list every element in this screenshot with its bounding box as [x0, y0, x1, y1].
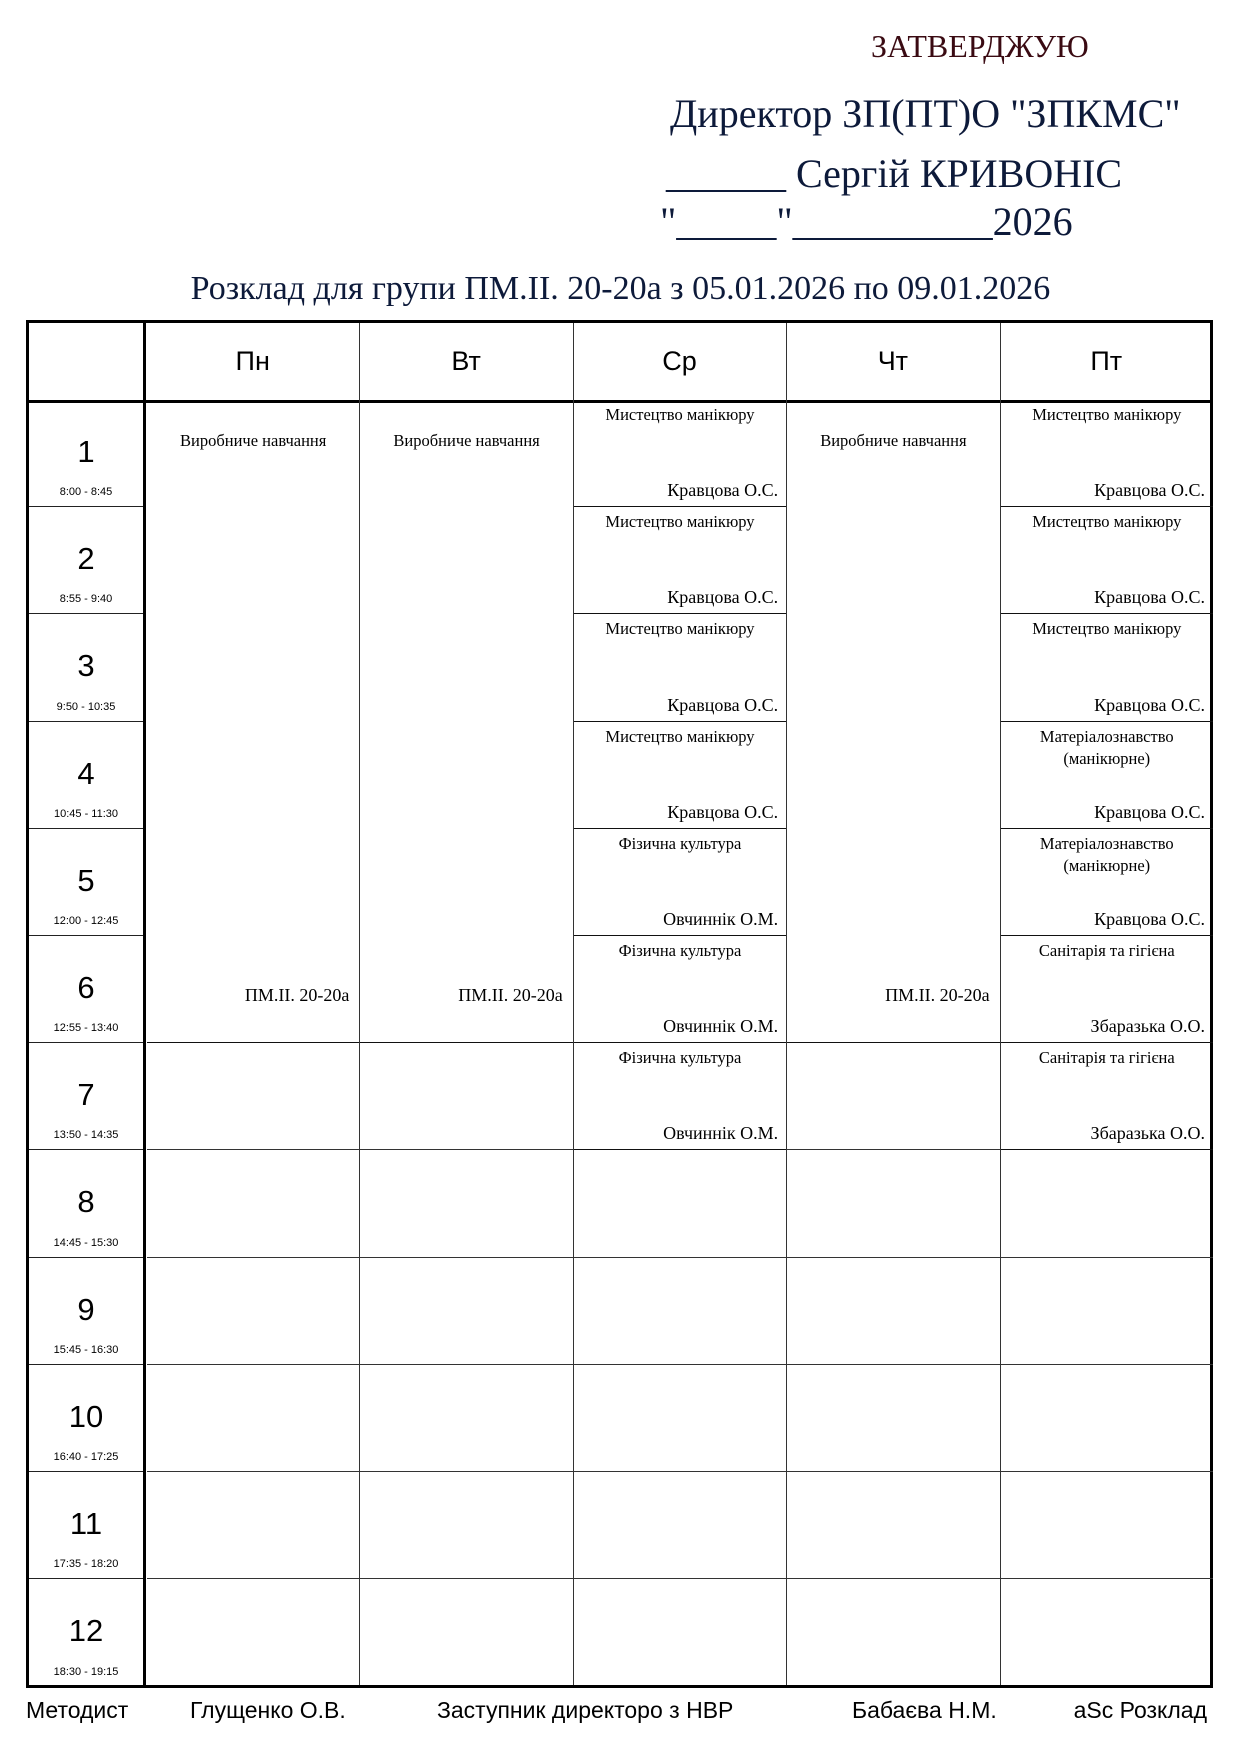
empty-slot[interactable]	[360, 1579, 572, 1686]
lesson-subject: Санітарія та гігієна	[1038, 941, 1175, 960]
methodist-name: Глущенко О.В.	[190, 1697, 346, 1723]
period-row-label	[29, 1150, 143, 1257]
period-time: 14:45 - 15:30	[53, 1236, 119, 1249]
lesson-cell[interactable]	[574, 614, 786, 721]
period-time: 17:35 - 18:20	[53, 1558, 119, 1571]
empty-slot[interactable]	[147, 1258, 359, 1365]
empty-slot[interactable]	[787, 1579, 999, 1686]
empty-slot[interactable]	[147, 1150, 359, 1257]
lesson-teacher: Овчиннік О.М.	[663, 908, 779, 929]
period-number: 12	[68, 1613, 104, 1649]
period-number: 8	[77, 1184, 95, 1220]
schedule-title: Розклад для групи ПМ.ІІ. 20-20а з 05.01.2026 по 09.01.2026	[190, 270, 1051, 307]
period-number: 5	[77, 862, 95, 898]
empty-slot[interactable]	[1001, 1365, 1213, 1472]
period-row-label	[29, 507, 143, 614]
day-header: Пт	[1090, 346, 1123, 376]
lesson-cell[interactable]	[1001, 1043, 1213, 1150]
lesson-teacher: Кравцова О.С.	[1094, 694, 1205, 715]
period-time: 16:40 - 17:25	[53, 1450, 119, 1463]
period-row-label	[29, 1365, 143, 1472]
period-time: 15:45 - 16:30	[53, 1343, 119, 1356]
empty-slot[interactable]	[360, 1043, 572, 1150]
period-time: 8:55 - 9:40	[59, 593, 113, 606]
lesson-subject: Мистецтво манікюру	[1032, 619, 1182, 639]
day-header: Вт	[451, 346, 481, 376]
empty-slot[interactable]	[1001, 1579, 1213, 1686]
lesson-subject: Мистецтво манікюру	[1032, 405, 1182, 424]
period-number: 11	[69, 1506, 103, 1541]
period-number: 1	[77, 434, 95, 469]
lesson-cell[interactable]	[147, 400, 359, 1043]
empty-slot[interactable]	[147, 1472, 359, 1579]
period-row-label	[29, 1258, 143, 1365]
lesson-subject: Фізична культура	[618, 1048, 742, 1068]
lesson-cell[interactable]	[574, 400, 786, 507]
lesson-subject: Фізична культура	[618, 941, 742, 960]
lesson-teacher: Кравцова О.С.	[1094, 908, 1205, 929]
empty-slot[interactable]	[360, 1472, 572, 1579]
lesson-teacher: Кравцова О.С.	[667, 587, 779, 608]
lesson-group: ПМ.ІІ. 20-20а	[458, 985, 563, 1006]
lesson-subject: Мистецтво манікюру	[605, 512, 755, 532]
timetable-header-row	[29, 323, 1210, 403]
header-corner-cell	[29, 323, 146, 400]
lesson-teacher: Овчиннік О.М.	[663, 1123, 779, 1144]
timetable-grid	[26, 320, 1213, 1688]
empty-slot[interactable]	[787, 1043, 999, 1150]
lesson-teacher: Кравцова О.С.	[1094, 801, 1205, 822]
period-column	[29, 400, 146, 1685]
period-number: 10	[68, 1398, 104, 1434]
empty-slot[interactable]	[1001, 1472, 1213, 1579]
empty-slot[interactable]	[787, 1472, 999, 1579]
deputy-director-name: Бабаєва Н.М.	[852, 1697, 997, 1723]
lesson-teacher: Кравцова О.С.	[667, 694, 779, 715]
lesson-subject: Мистецтво манікюру	[605, 726, 755, 746]
period-time: 12:55 - 13:40	[53, 1022, 119, 1035]
period-row-label	[29, 722, 143, 829]
lesson-teacher: Збаразька О.О.	[1090, 1123, 1205, 1144]
period-time: 13:50 - 14:35	[53, 1129, 119, 1142]
day-header: Ср	[662, 346, 697, 376]
period-number: 4	[77, 755, 95, 791]
approval-date-line: "_____"__________2026	[660, 199, 1073, 244]
lesson-subject: Виробниче навчання	[820, 431, 967, 450]
period-time: 9:50 - 10:35	[56, 700, 116, 713]
lesson-cell[interactable]	[1001, 936, 1213, 1043]
period-row-label	[29, 1472, 143, 1579]
lesson-cell[interactable]	[574, 722, 786, 829]
lesson-teacher: Овчиннік О.М.	[663, 1016, 779, 1037]
lesson-cell[interactable]	[1001, 722, 1213, 829]
methodist-label: Методист	[26, 1697, 129, 1723]
period-time: 12:00 - 12:45	[53, 914, 119, 927]
empty-slot[interactable]	[1001, 1150, 1213, 1257]
empty-slot[interactable]	[574, 1472, 786, 1579]
lesson-group: ПМ.ІІ. 20-20а	[885, 985, 990, 1006]
lesson-subject: Фізична культура	[618, 833, 742, 853]
empty-slot[interactable]	[1001, 1258, 1213, 1365]
empty-slot[interactable]	[787, 1150, 999, 1257]
empty-slot[interactable]	[147, 1579, 359, 1686]
lesson-subject: Мистецтво манікюру	[605, 619, 755, 639]
empty-slot[interactable]	[360, 1365, 572, 1472]
empty-slot[interactable]	[147, 1043, 359, 1150]
period-number: 2	[77, 541, 95, 577]
period-number: 9	[77, 1291, 95, 1327]
deputy-director-label: Заступник директоро з НВР	[437, 1697, 734, 1723]
empty-slot[interactable]	[360, 1150, 572, 1257]
empty-slot[interactable]	[147, 1365, 359, 1472]
lesson-cell[interactable]	[787, 400, 999, 1043]
lesson-cell[interactable]	[574, 507, 786, 614]
lesson-cell[interactable]	[574, 936, 786, 1043]
lesson-teacher: Збаразька О.О.	[1090, 1016, 1205, 1037]
director-position: Директор ЗП(ПТ)О "ЗПКМС"	[670, 91, 1181, 136]
lesson-subject: Матеріалознавство (манікюрне)	[1039, 833, 1174, 875]
software-credit: aSc Розклад	[1073, 1697, 1207, 1723]
empty-slot[interactable]	[360, 1258, 572, 1365]
period-number: 6	[77, 970, 95, 1005]
period-time: 8:00 - 8:45	[59, 486, 113, 499]
lesson-subject: Мистецтво манікюру	[1032, 512, 1182, 532]
empty-slot[interactable]	[574, 1258, 786, 1365]
period-row-label	[29, 1579, 143, 1686]
period-number: 3	[77, 648, 95, 684]
director-signature-line: ______ Сергій КРИВОНІС	[666, 151, 1123, 196]
lesson-subject: Санітарія та гігієна	[1038, 1048, 1175, 1068]
lesson-cell[interactable]	[1001, 400, 1213, 507]
period-time: 10:45 - 11:30	[53, 807, 118, 820]
lesson-cell[interactable]	[1001, 614, 1213, 721]
lesson-cell[interactable]	[1001, 829, 1213, 936]
empty-slot[interactable]	[574, 1150, 786, 1257]
period-row-label	[29, 614, 143, 721]
lesson-cell[interactable]	[1001, 507, 1213, 614]
approval-stamp: ЗАТВЕРДЖУЮ	[871, 28, 1089, 64]
lesson-cell[interactable]	[574, 1043, 786, 1150]
lesson-subject: Матеріалознавство (манікюрне)	[1039, 726, 1174, 768]
day-header: Чт	[877, 346, 909, 376]
empty-slot[interactable]	[787, 1258, 999, 1365]
period-row-label	[29, 400, 143, 507]
period-time: 18:30 - 19:15	[53, 1666, 119, 1679]
period-number: 7	[77, 1077, 95, 1113]
lesson-subject: Мистецтво манікюру	[605, 405, 755, 424]
lesson-cell[interactable]	[574, 829, 786, 936]
lesson-subject: Виробниче навчання	[393, 431, 540, 450]
lesson-teacher: Кравцова О.С.	[667, 801, 779, 822]
period-row-label	[29, 829, 143, 936]
lesson-cell[interactable]	[360, 400, 572, 1043]
period-row-label	[29, 936, 143, 1043]
period-row-label	[29, 1043, 143, 1150]
day-header: Пн	[235, 346, 270, 376]
lesson-teacher: Кравцова О.С.	[1094, 480, 1205, 501]
empty-slot[interactable]	[787, 1365, 999, 1472]
empty-slot[interactable]	[574, 1579, 786, 1686]
empty-slot[interactable]	[574, 1365, 786, 1472]
lesson-teacher: Кравцова О.С.	[1094, 587, 1205, 608]
footer	[26, 1688, 1213, 1728]
lesson-teacher: Кравцова О.С.	[667, 480, 779, 501]
lesson-group: ПМ.ІІ. 20-20а	[244, 985, 350, 1006]
lesson-subject: Виробниче навчання	[180, 431, 327, 450]
